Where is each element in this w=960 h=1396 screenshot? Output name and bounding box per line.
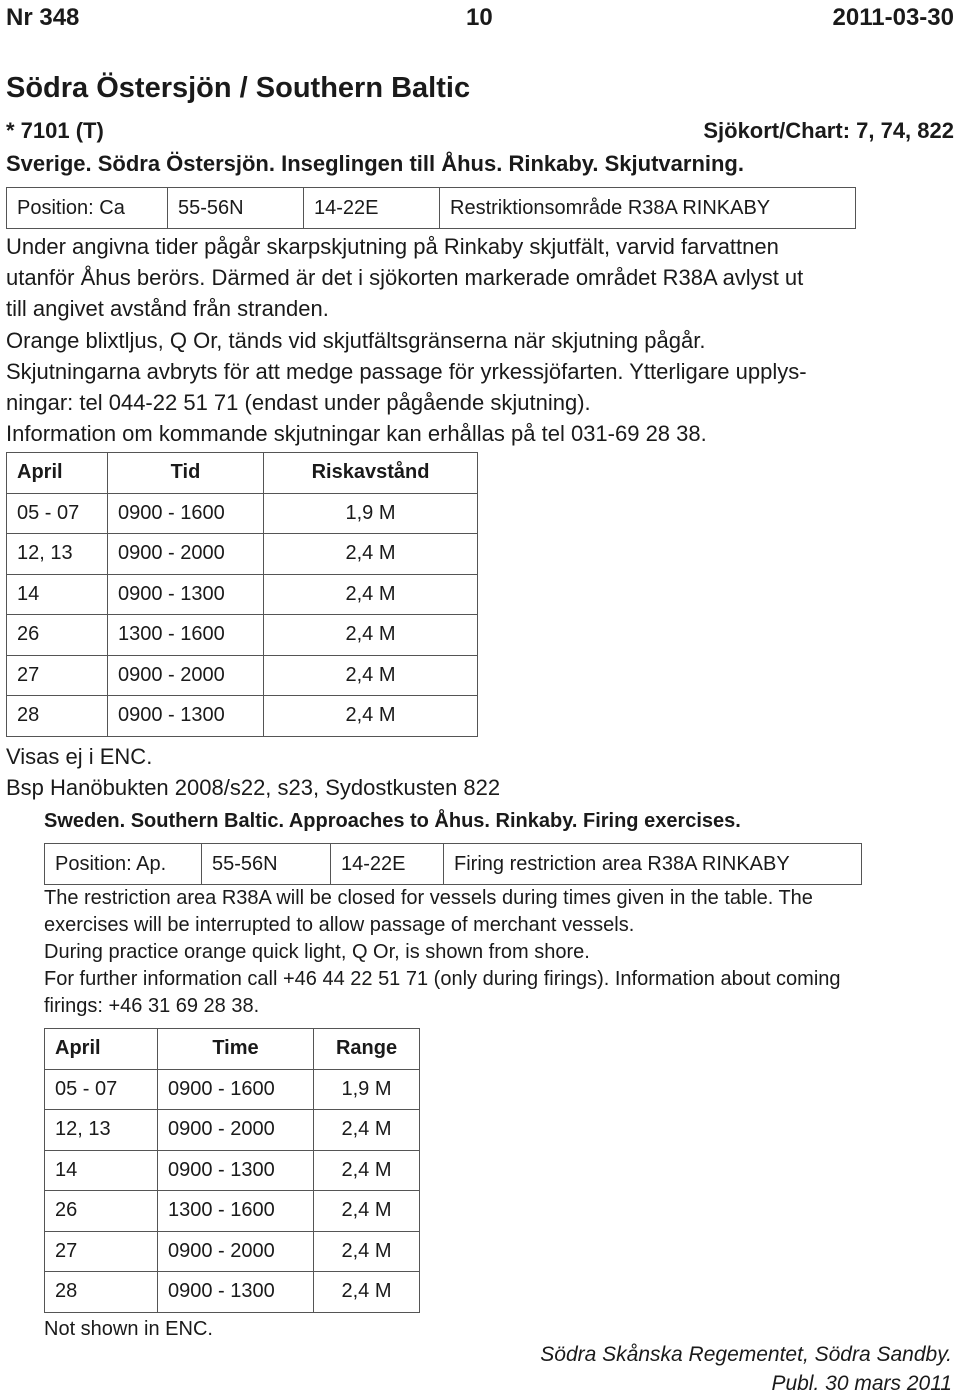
body-line: The restriction area R38A will be closed for vessels during times given in the table. The [44,887,813,909]
table-row [7,574,478,615]
table-cell: 1300 - 1600 [158,1191,314,1232]
table-cell: 1300 - 1600 [108,615,264,656]
body-line: For further information call +46 44 22 51 71 (only during firings). Information about coming [44,968,841,990]
position-lat: 55-56N [168,188,304,229]
table-cell: 28 [45,1272,158,1313]
table-cell: 1,9 M [314,1069,420,1110]
table-row [45,1110,420,1151]
table-row [7,655,478,696]
table-cell: 2,4 M [264,655,478,696]
table-cell: 0900 - 1300 [108,574,264,615]
table-cell: 1,9 M [264,493,478,534]
position-lon: 14-22E [304,188,440,229]
table-row [45,1272,420,1313]
source-authority: Södra Skånska Regementet, Södra Sandby. [540,1343,952,1366]
table-cell: 26 [7,615,108,656]
column-header: Tid [108,453,264,494]
table-cell: 0900 - 1300 [158,1150,314,1191]
table-cell: 2,4 M [264,574,478,615]
table-header-row [45,1029,420,1070]
position-table-en [44,843,862,885]
table-row [45,1069,420,1110]
table-row [7,696,478,737]
position-table-sv [6,187,856,229]
notice-heading-sv: Sverige. Södra Östersjön. Inseglingen till Åhus. Rinkaby. Skjutvarning. [6,151,744,176]
body-line: utanför Åhus berörs. Därmed är det i sjökorten markerade området R38A avlyst ut [6,265,804,290]
issue-date: 2011-03-30 [832,4,954,31]
column-header: April [45,1029,158,1070]
table-cell: 0900 - 1300 [108,696,264,737]
table-cell: 0900 - 1600 [108,493,264,534]
enc-note-en: Not shown in ENC. [44,1318,213,1340]
table-cell: 2,4 M [314,1231,420,1272]
table-cell: 27 [7,655,108,696]
table-cell: 14 [45,1150,158,1191]
table-cell: 26 [45,1191,158,1232]
table-cell: 12, 13 [7,534,108,575]
position-label: Position: Ap. [45,844,202,885]
column-header: Riskavstånd [264,453,478,494]
position-lat: 55-56N [202,844,331,885]
table-row [7,615,478,656]
table-cell: 2,4 M [314,1272,420,1313]
table-cell: 2,4 M [264,534,478,575]
enc-note-sv: Visas ej i ENC. [6,744,153,769]
body-line: Skjutningarna avbryts för att medge passage för yrkessjöfarten. Ytterligare upplys- [6,359,807,384]
table-cell: 2,4 M [264,615,478,656]
body-line: firings: +46 31 69 28 38. [44,995,260,1017]
table-row [45,1150,420,1191]
body-line: During practice orange quick light, Q Or, is shown from shore. [44,941,590,963]
position-area: Restriktionsområde R38A RINKABY [440,188,856,229]
table-cell: 0900 - 1600 [158,1069,314,1110]
body-line: Under angivna tider pågår skarpskjutning på Rinkaby skjutfält, varvid farvattnen [6,234,779,259]
chart-reference: Sjökort/Chart: 7, 74, 822 [703,118,954,143]
notice-id: * 7101 (T) [6,118,104,143]
table-cell: 0900 - 2000 [158,1110,314,1151]
schedule-table-sv [6,452,478,737]
body-line: till angivet avstånd från stranden. [6,296,329,321]
table-cell: 27 [45,1231,158,1272]
table-cell: 0900 - 2000 [158,1231,314,1272]
table-cell: 14 [7,574,108,615]
position-area: Firing restriction area R38A RINKABY [444,844,862,885]
body-line: Information om kommande skjutningar kan erhållas på tel 031-69 28 38. [6,421,707,446]
table-row [7,493,478,534]
table-header-row [7,453,478,494]
page-number: 10 [466,4,493,31]
column-header: Time [158,1029,314,1070]
table-row [7,534,478,575]
table-cell: 0900 - 1300 [158,1272,314,1313]
body-line: ningar: tel 044-22 51 71 (endast under pågående skjutning). [6,390,591,415]
issue-number: Nr 348 [6,4,80,31]
schedule-table-en [44,1028,420,1313]
bsp-reference: Bsp Hanöbukten 2008/s22, s23, Sydostkusten 822 [6,775,501,800]
table-cell: 0900 - 2000 [108,534,264,575]
table-cell: 2,4 M [314,1110,420,1151]
table-cell: 2,4 M [314,1191,420,1232]
table-row [45,1231,420,1272]
body-line: Orange blixtljus, Q Or, tänds vid skjutfältsgränserna när skjutning pågår. [6,328,706,353]
table-cell: 2,4 M [314,1150,420,1191]
column-header: April [7,453,108,494]
position-lon: 14-22E [331,844,444,885]
position-label: Position: Ca [7,188,168,229]
column-header: Range [314,1029,420,1070]
publication-date: Publ. 30 mars 2011 [771,1372,952,1395]
table-row [45,1191,420,1232]
section-title: Södra Östersjön / Southern Baltic [6,72,471,104]
table-cell: 0900 - 2000 [108,655,264,696]
table-cell: 12, 13 [45,1110,158,1151]
table-cell: 28 [7,696,108,737]
table-cell: 05 - 07 [7,493,108,534]
table-cell: 2,4 M [264,696,478,737]
notice-heading-en: Sweden. Southern Baltic. Approaches to Åhus. Rinkaby. Firing exercises. [44,810,741,832]
table-cell: 05 - 07 [45,1069,158,1110]
body-line: exercises will be interrupted to allow passage of merchant vessels. [44,914,635,936]
